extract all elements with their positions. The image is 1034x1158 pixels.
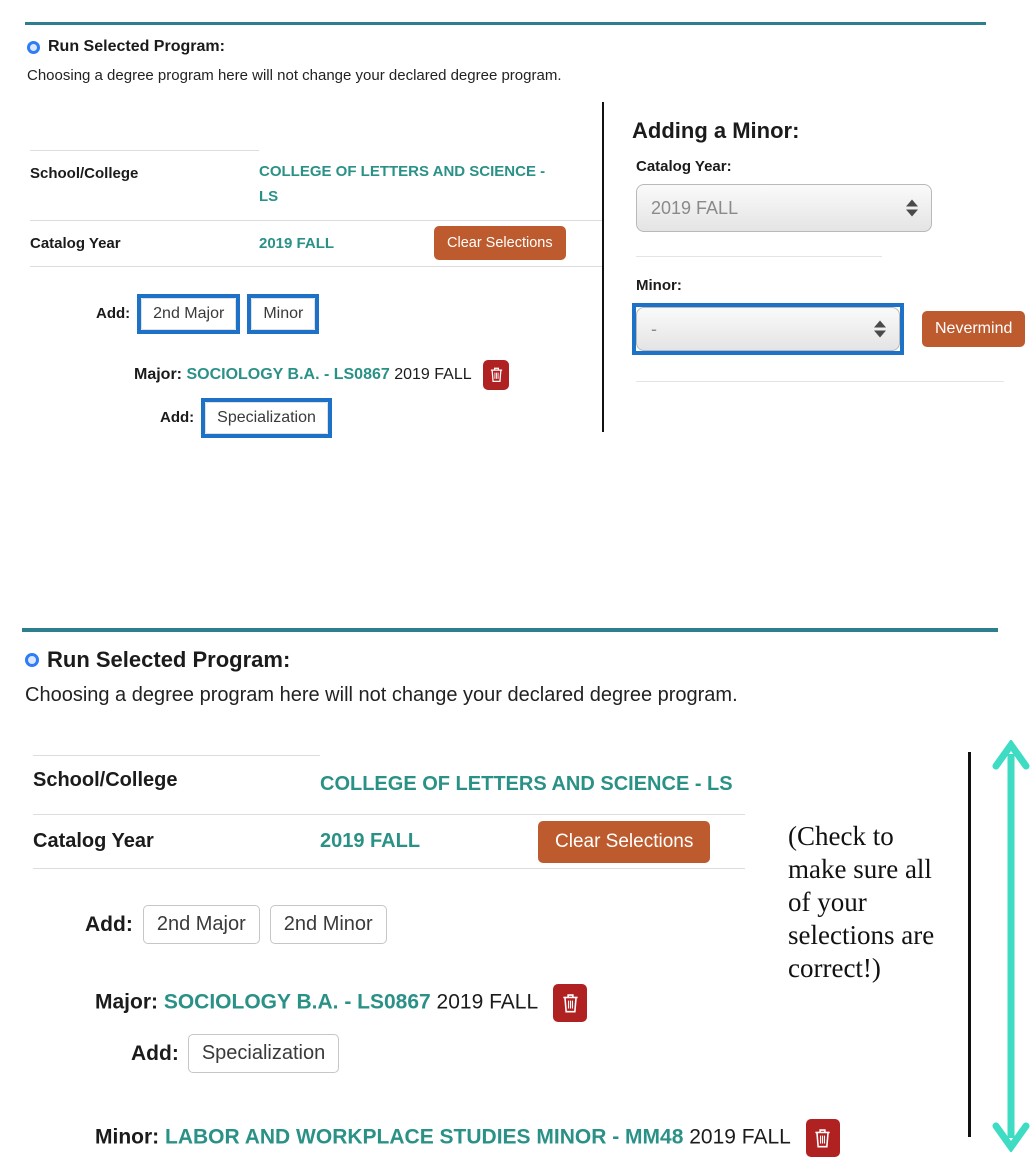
school-college-value: COLLEGE OF LETTERS AND SCIENCE - LS [320, 773, 733, 795]
highlight-box [247, 294, 319, 334]
double-arrow-icon [990, 740, 1032, 1152]
clear-selections-button[interactable]: Clear Selections [434, 226, 566, 260]
program-selection-area [0, 755, 791, 1157]
program-summary-table [30, 150, 602, 267]
updown-arrows-icon [906, 200, 918, 217]
program-summary-table [33, 755, 745, 869]
table-row-school-college [30, 150, 602, 220]
vertical-divider [602, 102, 604, 432]
run-selected-program-title: Run Selected Program: [48, 38, 225, 55]
add-label: Add: [131, 1041, 179, 1065]
major-term: 2019 FALL [436, 990, 538, 1014]
program-disclaimer-text: Choosing a degree program here will not change your declared degree program. [27, 67, 562, 84]
highlight-box [201, 398, 332, 438]
program-disclaimer-text: Choosing a degree program here will not change your declared degree program. [25, 684, 738, 706]
run-selected-program-header [27, 38, 1034, 56]
major-row [134, 360, 602, 390]
add-program-row [96, 294, 602, 334]
highlight-box [137, 294, 240, 334]
add-minor-button[interactable]: Minor [251, 298, 315, 330]
add-specialization-button[interactable]: Specialization [205, 402, 328, 434]
add-label: Add: [85, 912, 133, 936]
minor-term: 2019 FALL [689, 1125, 791, 1149]
catalog-year-label: Catalog Year [33, 830, 154, 852]
check-selections-annotation: (Check to make sure all of your selections are correct!) [788, 821, 935, 983]
table-row-school-college [33, 755, 745, 814]
highlight-box [632, 303, 904, 355]
add-program-row [85, 905, 745, 944]
remove-major-button[interactable] [483, 360, 509, 390]
catalog-year-select[interactable] [636, 184, 932, 232]
radio-selected-icon[interactable] [27, 41, 40, 54]
add-2nd-minor-button[interactable]: 2nd Minor [270, 905, 387, 944]
radio-selected-icon[interactable] [25, 653, 39, 667]
updown-arrows-icon [874, 321, 886, 338]
add-specialization-row [160, 398, 602, 438]
major-label: Major: [134, 365, 182, 383]
major-program-link[interactable]: SOCIOLOGY B.A. - LS0867 [186, 365, 390, 383]
major-row [95, 984, 745, 1022]
trash-icon [561, 992, 580, 1014]
school-college-label: School/College [30, 150, 259, 196]
remove-major-button[interactable] [553, 984, 587, 1022]
catalog-year-field-label: Catalog Year: [636, 158, 732, 175]
school-college-value: COLLEGE OF LETTERS AND SCIENCE - LS [259, 163, 546, 205]
top-screenshot-panel [0, 22, 1034, 606]
minor-row [95, 1119, 791, 1157]
trash-icon [813, 1127, 832, 1149]
catalog-year-label: Catalog Year [30, 234, 121, 252]
clear-selections-button[interactable]: Clear Selections [538, 821, 710, 863]
school-college-label: School/College [33, 755, 320, 805]
major-program-link[interactable]: SOCIOLOGY B.A. - LS0867 [163, 990, 431, 1014]
catalog-year-value: 2019 FALL [320, 830, 421, 852]
minor-select[interactable]: - [636, 307, 900, 351]
remove-minor-button[interactable] [806, 1119, 840, 1157]
add-specialization-button[interactable]: Specialization [188, 1034, 339, 1073]
adding-minor-form [632, 102, 1032, 438]
minor-select-row [632, 303, 1032, 355]
add-label: Add: [96, 305, 131, 322]
section-top-rule [22, 628, 998, 632]
annotation-bracket-line [968, 752, 971, 1137]
catalog-year-value: 2019 FALL [259, 234, 335, 252]
form-divider [636, 256, 882, 257]
run-selected-program-header [25, 647, 1034, 673]
add-2nd-major-button[interactable]: 2nd Major [141, 298, 236, 330]
minor-program-link[interactable]: LABOR AND WORKPLACE STUDIES MINOR - MM48 [165, 1125, 684, 1149]
add-label: Add: [160, 409, 195, 426]
adding-minor-heading: Adding a Minor: [632, 118, 800, 143]
add-2nd-major-button[interactable]: 2nd Major [143, 905, 260, 944]
major-term: 2019 FALL [394, 365, 472, 383]
form-divider [636, 381, 1004, 382]
section-top-rule [25, 22, 986, 25]
minor-field-label: Minor: [636, 277, 682, 294]
major-label: Major: [95, 990, 158, 1014]
add-specialization-row [131, 1034, 745, 1073]
table-row-catalog-year [33, 814, 745, 869]
nevermind-button[interactable]: Nevermind [922, 311, 1025, 347]
catalog-year-selected-value: 2019 FALL [651, 197, 739, 218]
trash-icon [489, 366, 504, 383]
program-selection-area [30, 102, 602, 438]
table-row-catalog-year [30, 220, 602, 267]
run-selected-program-title: Run Selected Program: [47, 647, 291, 672]
bottom-screenshot-panel [0, 628, 1034, 1158]
minor-label: Minor: [95, 1125, 160, 1149]
